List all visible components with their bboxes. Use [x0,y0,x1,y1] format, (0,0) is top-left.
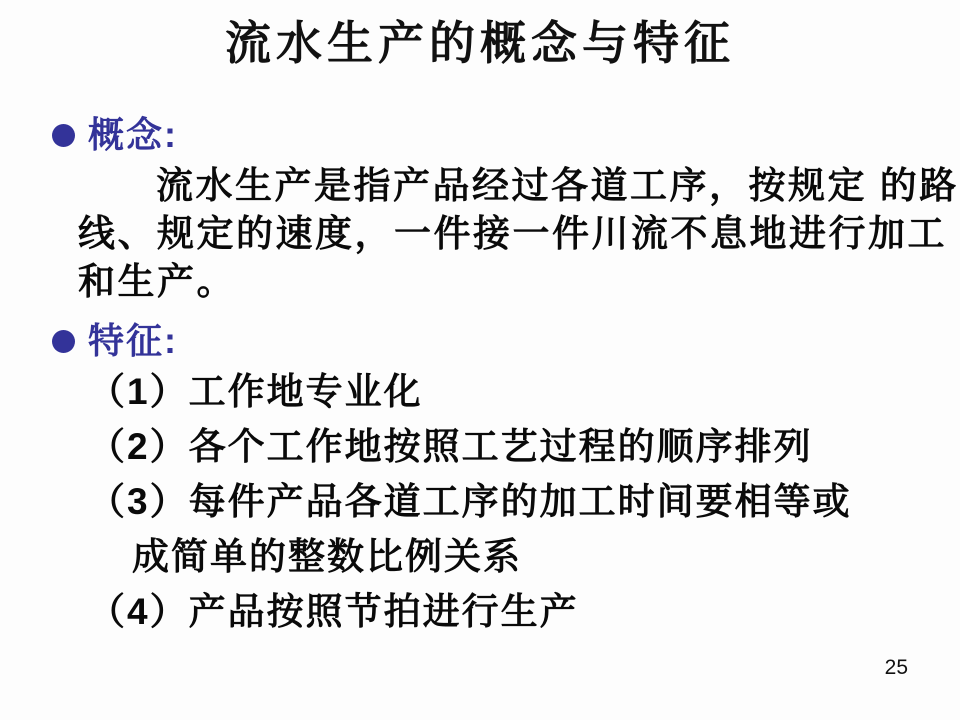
concept-paragraph [78,162,959,306]
features-list [0,372,960,632]
feature-item-3-continuation: 成简单的整数比例关系 [132,536,522,577]
concept-paragraph-line: 流水生产是指产品经过各道工序，按规定 的路 [156,165,959,206]
slide-title: 流水生产的概念与特征 [225,16,735,70]
concept-section-heading-row [0,112,960,158]
feature-item-4: （4）产品按照节拍进行生产 [88,591,579,632]
concept-paragraph-line: 和生产。 [78,261,236,302]
feature-item-3: （3）每件产品各道工序的加工时间要相等或 [88,481,852,522]
features-section-heading-row [0,318,960,364]
feature-item-1: （1）工作地专业化 [88,371,423,412]
concept-paragraph-line: 线、规定的速度，一件接一件川流不息地进行加工 [78,213,947,254]
bullet-circle-icon [52,330,75,353]
features-heading: 特征: [88,320,178,361]
bullet-circle-icon [52,124,75,147]
feature-item-2: （2）各个工作地按照工艺过程的顺序排列 [88,426,813,467]
page-number: 25 [884,656,908,679]
concept-heading: 概念: [88,114,178,155]
